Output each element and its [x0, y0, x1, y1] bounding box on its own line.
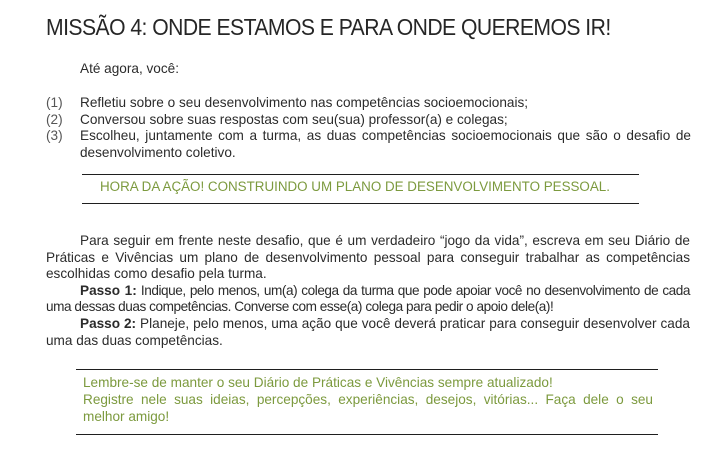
list-item: [46, 128, 691, 161]
list-item-number: (3): [46, 128, 63, 143]
reminder-line-1: Lembre-se de manter o seu Diário de Práticas e Vivências sempre atualizado!: [83, 375, 553, 390]
list-item-text: Refletiu sobre o seu desenvolvimento nas competências socioemocionais;: [80, 95, 529, 110]
page-title: MISSÃO 4: ONDE ESTAMOS E PARA ONDE QUEREMOS IR!: [46, 14, 611, 40]
step-2: [46, 316, 690, 349]
step-1: [46, 283, 690, 316]
instructions: [46, 233, 690, 349]
list-item-text: Escolheu, juntamente com a turma, as duas competências socioemocionais que são o desafio de desenvolvimento coletivo.: [80, 128, 691, 160]
list-item-number: (1): [46, 95, 63, 110]
list-item-number: (2): [46, 111, 63, 127]
reminder-box: [83, 374, 653, 425]
reminder-top-rule: [76, 369, 658, 370]
step-2-text: Planeje, pelo menos, uma ação que você deverá praticar para conseguir desenvolver cada uma das duas competências.: [46, 315, 690, 348]
step-2-label: Passo 2:: [80, 315, 137, 331]
intro-text: Até agora, você:: [80, 61, 179, 76]
list-item-text: Conversou sobre suas respostas com seu(sua) professor(a) e colegas;: [80, 111, 508, 127]
step-1-text: Indique, pelo menos, um(a) colega da turma que pode apoiar você no desenvolvimento de cada uma dessas duas competências. Converse com esse(a) colega para pedir o apoio dele(a)!: [46, 282, 691, 315]
list-item: [46, 95, 691, 112]
instructions-paragraph: Para seguir em frente neste desafio, que é um verdadeiro “jogo da vida”, escreva em seu Diário de Práticas e Vivências um plano de desenvolvimento pessoal para conseguir trabalhar as competências escolhidas como desafio pela turma.: [46, 233, 690, 282]
summary-list: [46, 95, 691, 161]
list-item: [46, 112, 691, 129]
reminder-line-2: Registre nele suas ideias, percepções, experiências, desejos, vitórias... Faça dele o seu melhor amigo!: [83, 392, 653, 424]
reminder-bottom-rule: [76, 434, 658, 435]
step-1-label: Passo 1:: [80, 282, 137, 298]
action-top-rule: [82, 174, 639, 175]
action-bottom-rule: [82, 203, 639, 204]
action-heading: HORA DA AÇÃO! CONSTRUINDO UM PLANO DE DESENVOLVIMENTO PESSOAL.: [100, 179, 610, 194]
